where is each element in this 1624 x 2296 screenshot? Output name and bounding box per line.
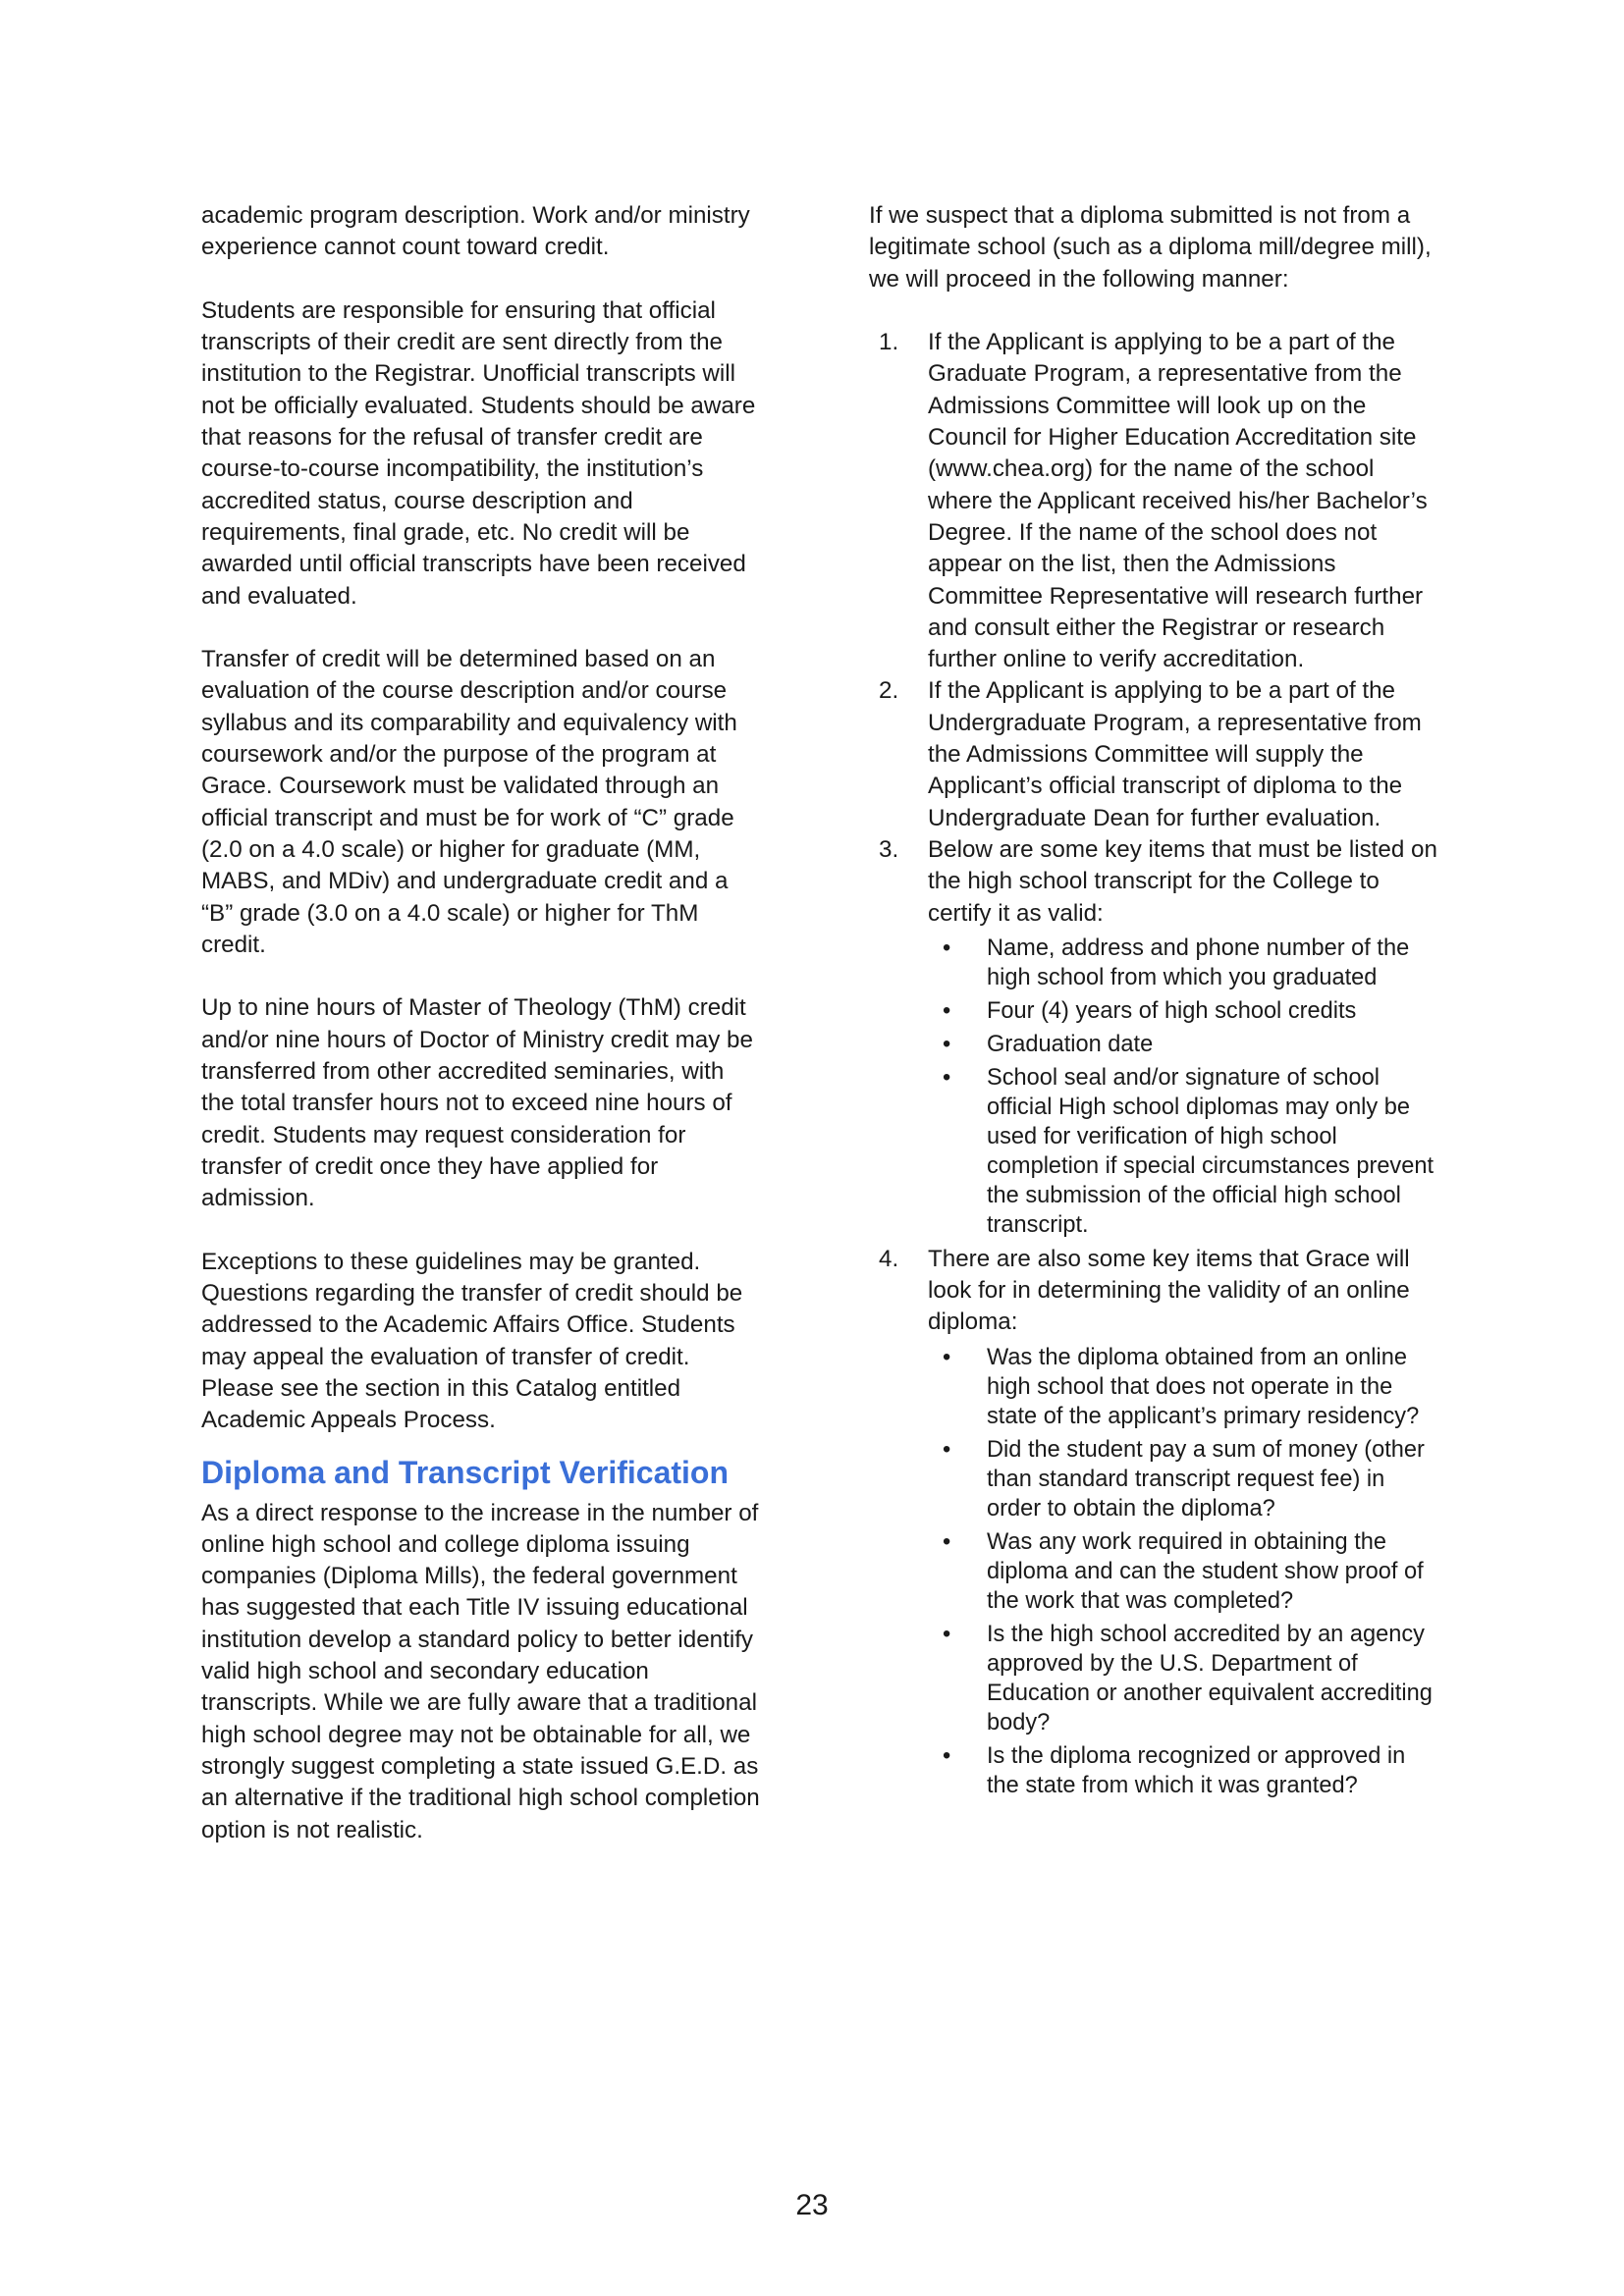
list-item-text: If the Applicant is applying to be a part of the Undergraduate Program, a representative from the Admissions Committee will supply the Applicant’s official transcript of diploma to the Undergraduate Dean for further evaluation. bbox=[928, 677, 1422, 831]
list-number: 3. bbox=[879, 835, 899, 863]
list-item-text: Below are some key items that must be listed on the high school transcript for the College to certify it as valid: bbox=[928, 835, 1437, 927]
bullet-text: Was the diploma obtained from an online high school that does not operate in the state of the applicant’s primary residency? bbox=[987, 1344, 1420, 1429]
bullet-text: Did the student pay a sum of money (other than standard transcript request fee) in order to obtain the diploma? bbox=[987, 1436, 1425, 1522]
bullet-item bbox=[928, 1741, 1438, 1800]
verification-steps-list bbox=[869, 327, 1438, 1800]
list-item bbox=[869, 327, 1438, 675]
paragraph-exceptions: Exceptions to these guidelines may be granted. Questions regarding the transfer of credit should be addressed to the Academic Affairs Office. Students may appeal the evaluation of transfer of credit. Please see the section in this Catalog entitled Academic Appeals Process. bbox=[201, 1248, 743, 1434]
bullet-item bbox=[928, 934, 1438, 992]
paragraph-thm-transfer-hours: Up to nine hours of Master of Theology (ThM) credit and/or nine hours of Doctor of Ministry credit may be transferred from other accredited seminaries, with the total transfer hours not to exceed nine hours of credit. Students may request consideration for transfer of credit once they have applied for admission. bbox=[201, 994, 753, 1212]
bullet-item bbox=[928, 1527, 1438, 1616]
list-item bbox=[869, 834, 1438, 1240]
list-number: 1. bbox=[879, 329, 899, 356]
list-number: 2. bbox=[879, 677, 899, 705]
bullet-item bbox=[928, 1030, 1438, 1059]
bullet-icon: • bbox=[943, 1621, 951, 1647]
list-item bbox=[869, 1244, 1438, 1800]
bullet-text: Four (4) years of high school credits bbox=[987, 997, 1357, 1024]
bullet-item bbox=[928, 1343, 1438, 1431]
bullet-text: Is the diploma recognized or approved in the state from which it was granted? bbox=[987, 1742, 1406, 1798]
paragraph-transfer-determination: Transfer of credit will be determined based on an evaluation of the course description and/or course syllabus and its comparability and equivalency with coursework and/or the purpose of the program at Grace. Coursework must be validated through an official transcript and must be for work of “C” grade (2.0 on a 4.0 scale) or higher for graduate (MM, MABS, and MDiv) and undergraduate credit and a “B” grade (3.0 on a 4.0 scale) or higher for ThM credit. bbox=[201, 646, 737, 958]
bullet-icon: • bbox=[943, 1064, 951, 1091]
section-heading: Diploma and Transcript Verification bbox=[201, 1454, 730, 1490]
bullet-icon: • bbox=[943, 1742, 951, 1769]
page-number: 23 bbox=[795, 2189, 829, 2221]
bullet-text: Name, address and phone number of the high school from which you graduated bbox=[987, 934, 1410, 990]
list-item bbox=[869, 675, 1438, 833]
paragraph-credit-description: academic program description. Work and/or ministry experience cannot count toward credit. bbox=[201, 202, 750, 261]
online-diploma-checks-list bbox=[928, 1343, 1438, 1800]
right-column bbox=[869, 200, 1438, 1804]
bullet-text: Is the high school accredited by an agency approved by the U.S. Department of Education or another equivalent accrediting body? bbox=[987, 1621, 1433, 1735]
list-number: 4. bbox=[879, 1245, 899, 1272]
bullet-item bbox=[928, 996, 1438, 1026]
list-item-text: There are also some key items that Grace will look for in determining the validity of an online diploma: bbox=[928, 1245, 1410, 1336]
list-item-text: If the Applicant is applying to be a part of the Graduate Program, a representative from the Admissions Committee will look up on the Council for Higher Education Accreditation site (www.chea.org) for the name of the school where the Applicant received his/her Bachelor’s Degree. If the name of the school does not appear on the list, then the Admissions Committee Representative will research further and consult either the Registrar or research further online to verify accreditation. bbox=[928, 329, 1428, 673]
bullet-icon: • bbox=[943, 1031, 951, 1057]
paragraph-suspect-diploma: If we suspect that a diploma submitted is not from a legitimate school (such as a diploma mill/degree mill), we will proceed in the following manner: bbox=[869, 202, 1432, 293]
bullet-item bbox=[928, 1620, 1438, 1737]
paragraph-diploma-mills: As a direct response to the increase in the number of online high school and college diploma issuing companies (Diploma Mills), the federal government has suggested that each Title IV issuing educational institution develop a standard policy to better identify valid high school and secondary education transcripts. While we are fully aware that a traditional high school degree may not be obtainable for all, we strongly suggest completing a state issued G.E.D. as an alternative if the traditional high school completion option is not realistic. bbox=[201, 1499, 760, 1843]
bullet-icon: • bbox=[943, 934, 951, 961]
bullet-icon: • bbox=[943, 1436, 951, 1463]
left-column bbox=[201, 200, 761, 1846]
bullet-item bbox=[928, 1435, 1438, 1523]
bullet-icon: • bbox=[943, 997, 951, 1024]
bullet-text: School seal and/or signature of school official High school diplomas may only be used for verification of high school completion if special circumstances prevent the submission of the official high school transcript. bbox=[987, 1064, 1435, 1238]
bullet-icon: • bbox=[943, 1528, 951, 1555]
bullet-icon: • bbox=[943, 1344, 951, 1370]
paragraph-official-transcripts: Students are responsible for ensuring that official transcripts of their credit are sent directly from the institution to the Registrar. Unofficial transcripts will not be officially evaluated. Students should be aware that reasons for the refusal of transfer credit are course-to-course incompatibility, the institution’s accredited status, course description and requirements, final grade, etc. No credit will be awarded until official transcripts have been received and evaluated. bbox=[201, 296, 756, 610]
bullet-text: Was any work required in obtaining the diploma and can the student show proof of the work that was completed? bbox=[987, 1528, 1424, 1614]
bullet-item bbox=[928, 1063, 1438, 1240]
transcript-items-list bbox=[928, 934, 1438, 1240]
bullet-text: Graduation date bbox=[987, 1031, 1154, 1057]
